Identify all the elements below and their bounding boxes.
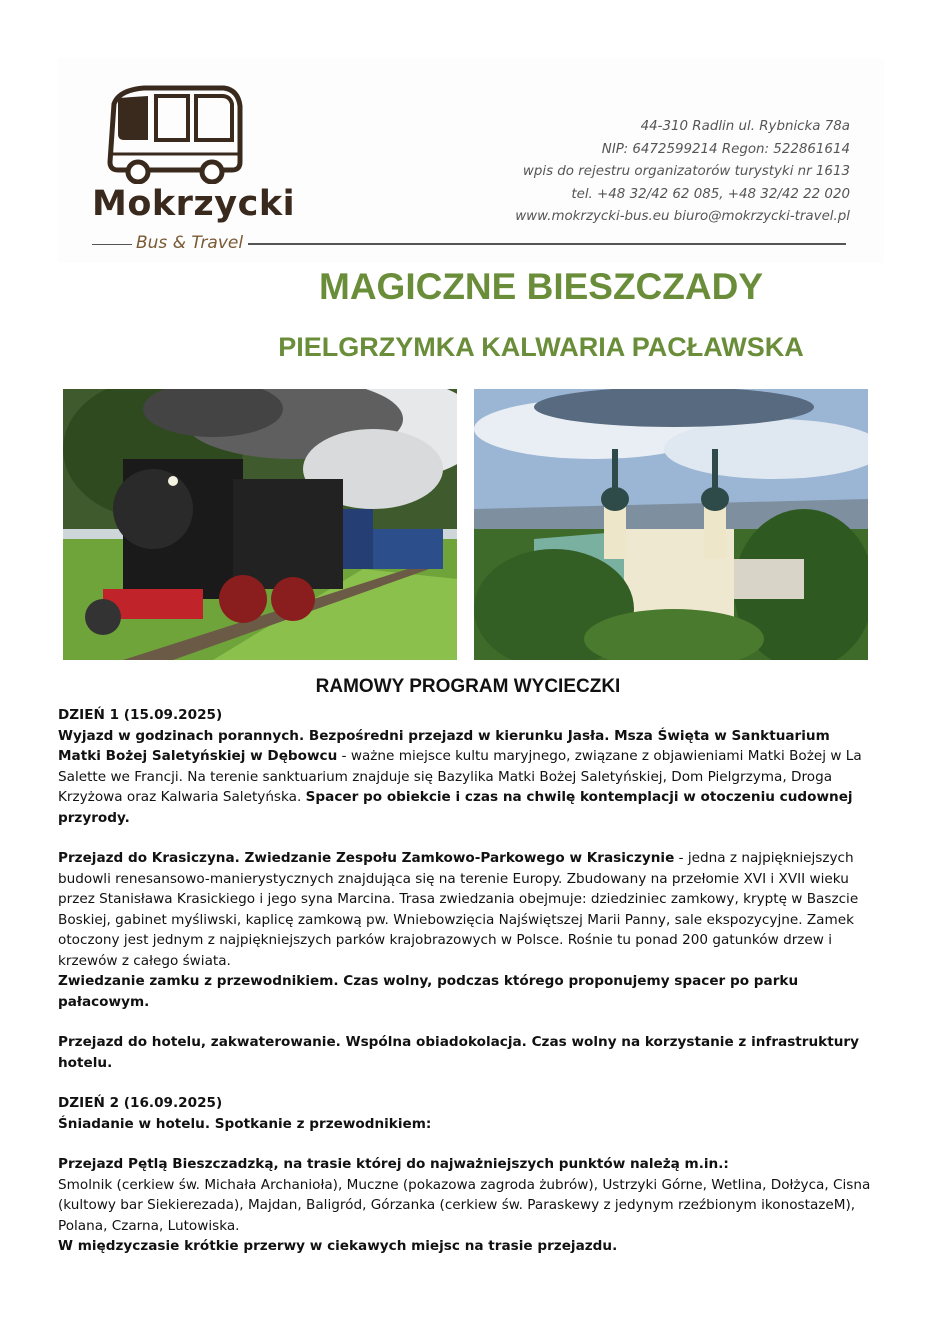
day2-paragraph-1: Śniadanie w hotelu. Spotkanie z przewodnikiem: <box>58 1115 432 1132</box>
steam-train-photo <box>63 389 457 660</box>
kalwaria-church-photo <box>474 389 868 660</box>
day2-heading: DZIEŃ 2 (16.09.2025) <box>58 1095 223 1111</box>
day1-paragraph-1 <box>58 726 873 829</box>
header-rule <box>248 243 846 245</box>
day1-p1-bold-1: Wyjazd w godzinach porannych. Bezpośredni przejazd w kierunku Jasła. Msza Święta w Sanktuarium Matki Bożej Saletyńskiej w Dębowcu <box>58 727 830 764</box>
bus-logo-icon <box>104 84 244 184</box>
contact-phone: tel. +48 32/42 62 085, +48 32/42 22 020 <box>571 186 850 202</box>
contact-registry: wpis do rejestru organizatorów turystyki nr 1613 <box>522 164 850 180</box>
day1-paragraph-2 <box>58 848 873 971</box>
contact-block <box>515 116 850 229</box>
day1-p2-bold-1: Przejazd do Krasiczyna. Zwiedzanie Zespołu Zamkowo-Parkowego w Krasiczynie <box>58 850 675 866</box>
program-title: RAMOWY PROGRAM WYCIECZKI <box>315 676 621 697</box>
brand-tagline: Bus & Travel <box>136 233 244 253</box>
day2-p2-bold-1: Przejazd Pętlą Bieszczadzką, na trasie której do najważniejszych punktów należą m.in.: <box>58 1156 729 1172</box>
spacer <box>58 1134 873 1154</box>
day1-p2-text: - jedna z najpiękniejszych budowli renesansowo-manierystycznych znajdująca się na terenie Europy. Zbudowany na przełomie XVI i XVII wieku przez Stanisława Krasickiego i jego syna Marcina. Trasa zwiedzania obejmuje: dziedziniec zamkowy, kryptę w Baszcie Boskiej, gabinet myśliwski, kaplicę zamkową pw. Wniebowzięcia Najświętszej Marii Panny, sale ekspozycyjne. Zamek otoczony jest jednym z najpiękniejszych parków krajobrazowych w Polsce. Rośnie tu ponad 200 gatunków drzew i krzewów z całego świata. <box>58 850 859 969</box>
page-title: MAGICZNE BIESZCZADY <box>319 266 763 307</box>
spacer <box>58 1073 873 1093</box>
day1-p2-bold-2: Zwiedzanie zamku z przewodnikiem. Czas wolny, podczas którego proponujemy spacer po parku pałacowym. <box>58 973 799 1010</box>
contact-address: 44-310 Radlin ul. Rybnicka 78a <box>640 119 850 134</box>
contact-web-email[interactable]: www.mokrzycki-bus.eu biuro@mokrzycki-travel.pl <box>515 209 850 225</box>
contact-nip-regon: NIP: 6472599214 Regon: 522861614 <box>601 141 850 157</box>
day1-heading: DZIEŃ 1 (15.09.2025) <box>58 707 223 723</box>
spacer <box>58 828 873 848</box>
day2-p2-bold-2: W międzyczasie krótkie przerwy w ciekawych miejsc na trasie przejazdu. <box>58 1238 618 1254</box>
day1-p1-text: - ważne miejsce kultu maryjnego, związane z objawieniami Matki Bożej w La Salette we Francji. Na terenie sanktuarium znajduje się Bazylika Matki Bożej Saletyńskiej, Dom Pielgrzyma, Droga Krzyżowa oraz Kalwaria Saletyńska. <box>58 748 862 805</box>
page-subtitle: PIELGRZYMKA KALWARIA PACŁAWSKA <box>278 332 804 362</box>
day2-p2-text: Smolnik (cerkiew św. Michała Archanioła), Muczne (pokazowa zagroda żubrów), Ustrzyki Górne, Wetlina, Dołżyca, Cisna (kultowy bar Siekierezada), Majdan, Baligród, Górzanka (cerkiew św. Paraskewy z jedynym rzeźbionym ikonostazeM), Polana, Czarna, Lutowiska. <box>58 1176 871 1234</box>
letterhead <box>58 58 884 263</box>
spacer <box>58 1012 873 1032</box>
program-content <box>58 705 873 1257</box>
divider-left <box>92 244 132 245</box>
day1-p1-bold-2: Spacer po obiekcie i czas na chwilę kontemplacji w otoczeniu cudownej przyrody. <box>58 789 853 826</box>
brand-name: Mokrzycki <box>92 184 296 224</box>
day1-paragraph-3: Przejazd do hotelu, zakwaterowanie. Wspólna obiadokolacja. Czas wolny na korzystanie z infrastruktury hotelu. <box>58 1034 859 1071</box>
